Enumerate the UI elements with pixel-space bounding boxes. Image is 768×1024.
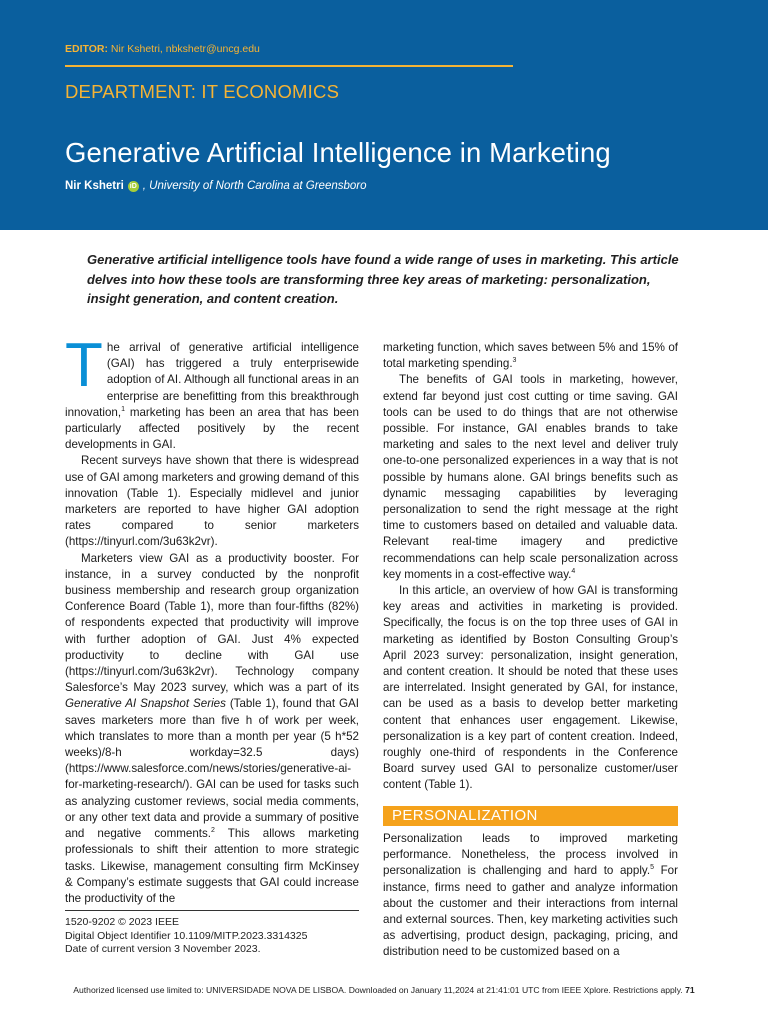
orcid-icon[interactable]: iD [129, 182, 137, 190]
text-run: The benefits of GAI tools in marketing, however, extend far beyond just cost cutting or time saving. GAI tools can be used to do things that are not otherwise possible. For instance, GAI enables brands to take marketing and sales to the next level and deliver truly one-to-one personalized experiences in a way that is not possible by humans alone. GAI brings benefits such as dynamic messaging capabilities by leveraging personalization to send the right message at the right time to customers based on detailed and valuable data. Relevant real-time imagery and predictive recommendations can help scale personalization across key moments in a cost-effective way. [383, 373, 678, 581]
text-run: Marketers view GAI as a productivity booster. For instance, in a survey conducted by the nonprofit business membership and research group organization Conference Board (Table 1), more than four-fifths (82%) of respondents expected that productivity will improve with further adoption of GAI. Just 4% expected productivity to decline with GAI use (https://tinyurl.com/3u63k2vr). Technology company Salesforce’s May 2023 survey, which was a part of its [65, 551, 359, 695]
author-affiliation: , University of North Carolina at Greensboro [142, 180, 367, 192]
column-right [383, 340, 678, 961]
text-run: he arrival of generative artificial intelligence (GAI) has triggered a truly enterprisewide adoption of AI. Although all functional areas in an enterprise are benefitting from this breakthrough innovation, [65, 341, 359, 419]
department-label: DEPARTMENT: IT ECONOMICS [65, 81, 340, 102]
text-run: (Table 1), found that GAI saves marketers more than five h of work per week, which translates to more than a month per year (5 h*52 weeks)/8-h workday=32.5 days) (https://www.salesforce.com/news/stories/generative-ai-for-marketing-research/). GAI can be used for tasks such as analyzing customer reviews, social media comments, or any other text data and provide a summary of positive and negative comments. [65, 697, 359, 841]
reference-3[interactable]: 3 [512, 357, 517, 365]
author-name: Nir Kshetri [65, 180, 124, 192]
series-title: Generative AI Snapshot Series [65, 697, 226, 711]
header-banner [0, 0, 768, 230]
paragraph [65, 551, 359, 907]
paragraph: In this article, an overview of how GAI is transforming key areas and activities in marketing is provided. Specifically, the focus is on the top three uses of GAI in marketing as identified by Boston Consulting Group’s April 2023 survey: personalization, insight generation, and content creation. It should be noted that these uses are interrelated. Insight generated by GAI, for instance, can be used as a basis to develop better marketing content that enhances user engagement. Likewise, personalization is a key part of content creation. Indeed, roughly one-third of respondents in the Conference Board survey used GAI to personalize customer/user content (Table 1). [383, 584, 678, 792]
column-left [65, 331, 359, 907]
reference-5[interactable]: 5 [650, 864, 654, 872]
byline [65, 180, 367, 192]
article-title: Generative Artificial Intelligence in Marketing [65, 137, 611, 168]
reference-4[interactable]: 4 [571, 567, 576, 575]
page-footer [0, 985, 768, 995]
text-run: For instance, firms need to gather and analyze information about the customer and their interactions from internal and external sources. Then, key marketing activities such as advertising, product design, packaging, pricing, and distribution need to be customized based on a [383, 864, 678, 959]
editor-label: EDITOR: [65, 43, 108, 55]
paragraph: Recent surveys have shown that there is widespread use of GAI among marketers and growing demand of this innovation (Table 1). Especially midlevel and junior marketers are reported to have higher GAI adoption rates compared to senior marketers (https://tinyurl.com/3u63k2vr). [65, 454, 359, 549]
section-heading-personalization: PERSONALIZATION [383, 806, 678, 826]
text-run: Personalization leads to improved marketing performance. Nonetheless, the process involved in personalization is challenging and hard to apply. [383, 831, 678, 878]
text-run: This allows marketing professionals to shift their attention to more strategic tasks. Likewise, management consulting firm McKinsey & Company’s estimate suggests that GAI could increase the productivity of the [65, 827, 359, 905]
paragraph [65, 331, 359, 453]
abstract: Generative artificial intelligence tools have found a wide range of uses in marketing. This article delves into how these tools are transforming three key areas of marketing: personalization, insight generation, and content creation. [87, 252, 679, 306]
paragraph [383, 372, 678, 583]
text-run: marketing has been an area that has been particularly affected positively by the recent developments in GAI. [65, 405, 359, 452]
reference-2[interactable]: 2 [211, 827, 215, 835]
paragraph [383, 831, 678, 961]
copyright-footnote [65, 910, 359, 957]
page-number: 71 [685, 985, 695, 995]
header-rule [65, 65, 513, 67]
issn-line: 1520-9202 © 2023 IEEE [65, 916, 179, 928]
license-notice: Authorized licensed use limited to: UNIVERSIDADE NOVA DE LISBOA. Downloaded on January 11,2024 at 21:41:01 UTC from IEEE Xplore. Restrictions apply. [73, 985, 683, 995]
paragraph [383, 340, 678, 372]
editor-line [65, 43, 260, 55]
doi-line[interactable]: Digital Object Identifier 10.1109/MITP.2023.3314325 [65, 929, 308, 942]
version-date-line: Date of current version 3 November 2023. [65, 943, 261, 955]
reference-1[interactable]: 1 [121, 405, 125, 413]
text-run: marketing function, which saves between 5% and 15% of total marketing spending. [383, 341, 678, 371]
editor-contact[interactable]: Nir Kshetri, nbkshetr@uncg.edu [107, 43, 260, 55]
drop-cap: T [65, 331, 103, 400]
